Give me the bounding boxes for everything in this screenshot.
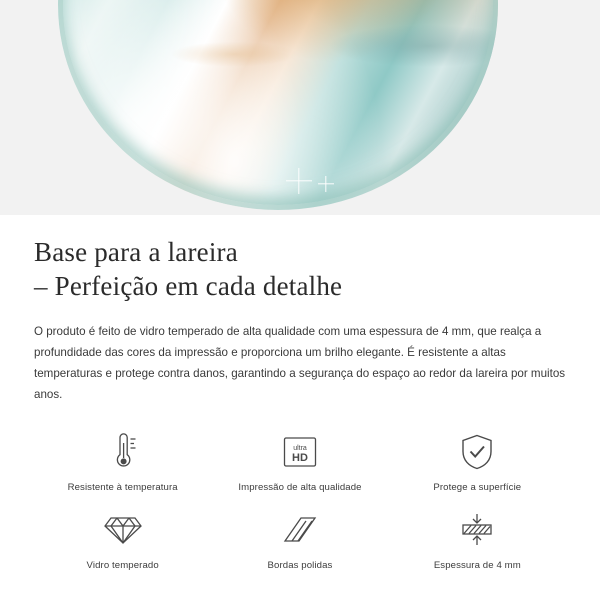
- diamond-icon: [103, 509, 143, 551]
- feature-item-surface-protection: [389, 431, 566, 493]
- hero-image: [0, 0, 600, 215]
- ultra-hd-icon: [281, 431, 319, 473]
- content-area: [0, 235, 600, 571]
- product-description-text: O produto é feito de vidro temperado de alta qualidade com uma espessura de 4 mm, que realça a profundidade das cores da impressão e proporciona um brilho elegante. É resistente a altas temperaturas e protege contra danos, garantindo a segurança do espaço ao redor da lareira por muitos anos.: [34, 325, 566, 401]
- thickness-arrows-icon: [457, 509, 497, 551]
- headline-line-1: Base para a lareira: [34, 237, 238, 267]
- feature-item-thickness: [389, 509, 566, 571]
- svg-text:ultra: ultra: [293, 445, 307, 452]
- svg-text:HD: HD: [292, 452, 308, 464]
- feature-item-print-quality: [211, 431, 388, 493]
- polished-edges-icon: [281, 509, 319, 551]
- glass-disc-product-image: [58, 0, 498, 210]
- feature-label: Impressão de alta qualidade: [238, 482, 362, 493]
- feature-label: Bordas polidas: [267, 560, 333, 571]
- feature-item-polished-edges: [211, 509, 388, 571]
- headline-line-2: – Perfeição em cada detalhe: [34, 271, 343, 301]
- feature-label: Vidro temperado: [86, 560, 159, 571]
- feature-grid: [34, 431, 566, 571]
- feature-label: Espessura de 4 mm: [433, 560, 521, 571]
- page-title: [34, 235, 566, 303]
- feature-label: Protege a superfície: [433, 482, 522, 493]
- feature-label: Resistente à temperatura: [67, 482, 178, 493]
- feature-item-tempered-glass: [34, 509, 211, 571]
- thermometer-icon: [106, 431, 140, 473]
- shield-check-icon: [459, 431, 495, 473]
- feature-item-temperature: [34, 431, 211, 493]
